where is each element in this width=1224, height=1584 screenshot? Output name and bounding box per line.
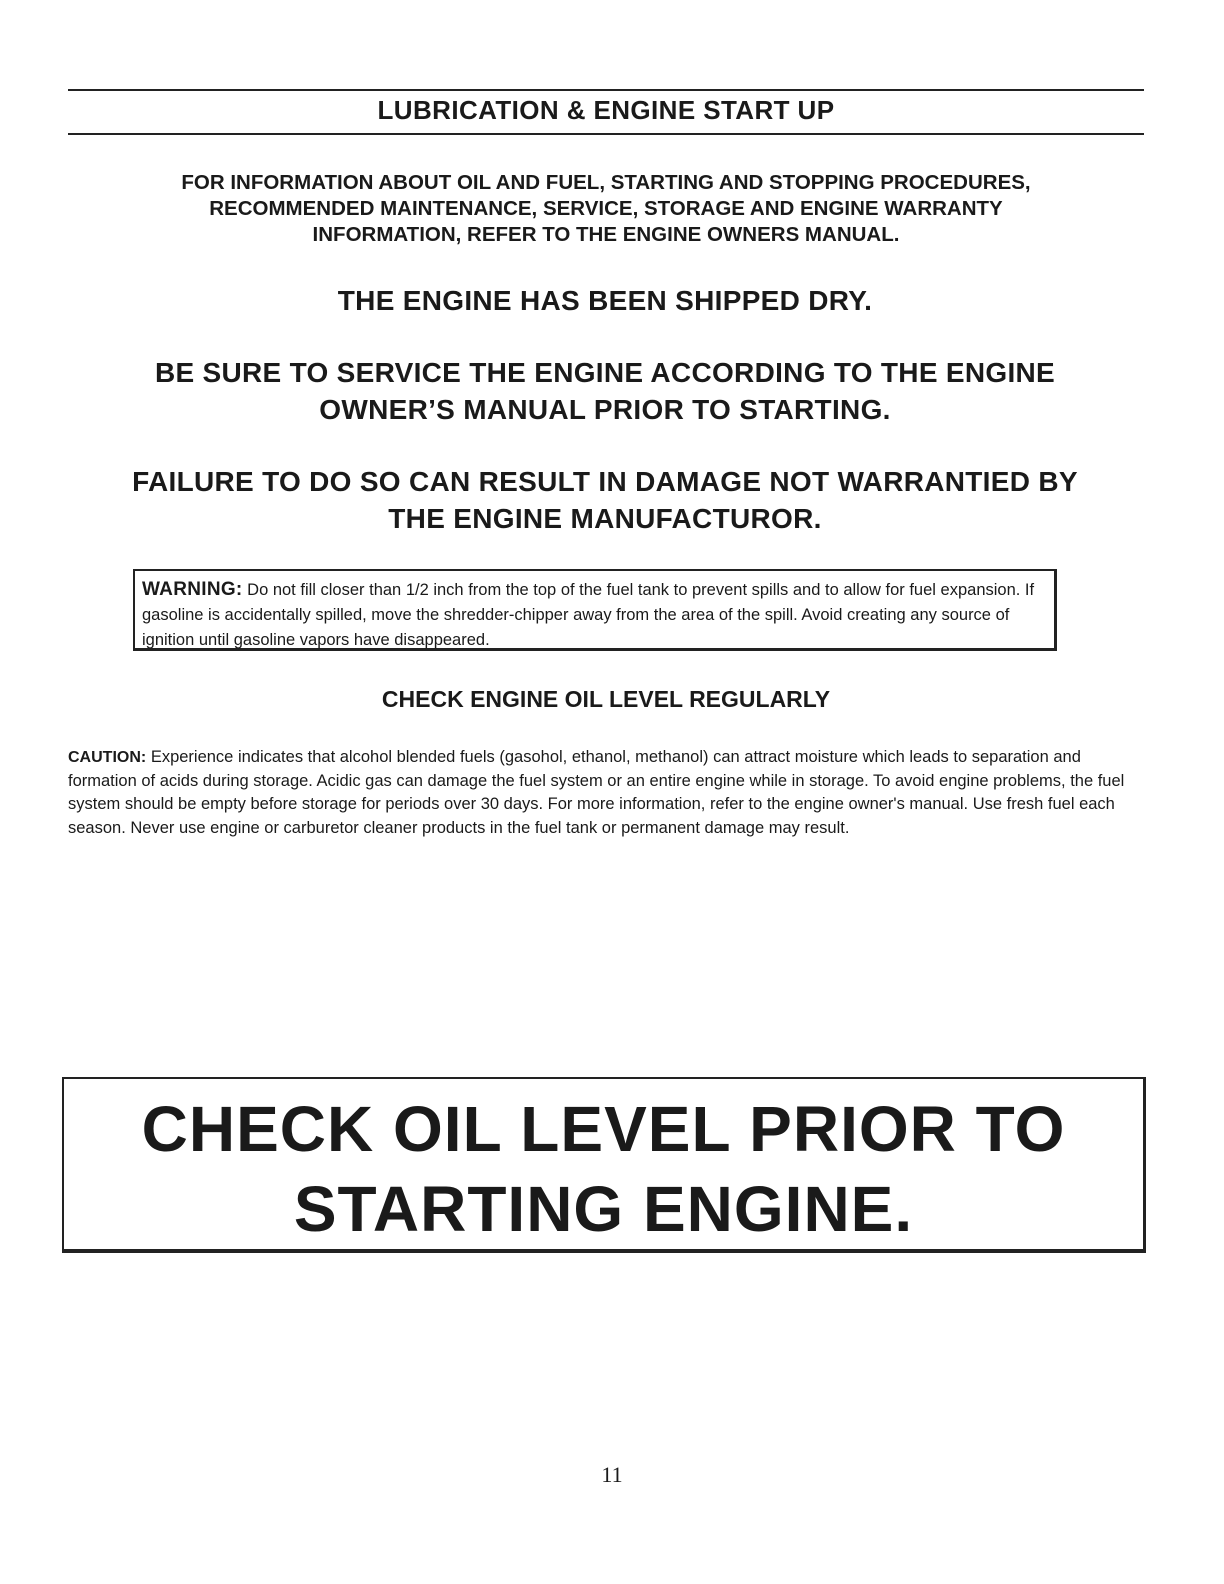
warranty-notice (40, 463, 1170, 537)
oil-level-heading: CHECK ENGINE OIL LEVEL REGULARLY (381, 686, 831, 712)
service-line: BE SURE TO SERVICE THE ENGINE ACCORDING TO THE ENGINE (154, 357, 1056, 388)
page-number: 11 (601, 1462, 623, 1487)
oil-notice-line: CHECK OIL LEVEL PRIOR TO (141, 1093, 1066, 1165)
title-rule-top (68, 89, 1144, 91)
oil-notice-line: STARTING ENGINE. (293, 1173, 914, 1245)
shipped-dry-text: THE ENGINE HAS BEEN SHIPPED DRY. (337, 285, 873, 316)
shipped-dry-notice (40, 282, 1170, 319)
info-line: RECOMMENDED MAINTENANCE, SERVICE, STORAGE AND ENGINE WARRANTY (209, 197, 1003, 220)
failure-line: FAILURE TO DO SO CAN RESULT IN DAMAGE NOT WARRANTIED BY (132, 466, 1078, 497)
service-line: OWNER’S MANUAL PRIOR TO STARTING. (319, 394, 891, 425)
service-engine-notice (40, 354, 1170, 428)
caution-text: Experience indicates that alcohol blended fuels (gasohol, ethanol, methanol) can attract moisture which leads to separation and formation of acids during storage. Acidic gas can damage the fuel system or an entire engine while in storage. To avoid engine problems, the fuel system should be empty before storage for periods over 30 days. For more information, refer to the engine owner's manual. Use fresh fuel each season. Never use engine or carburetor cleaner products in the fuel tank or permanent damage may result. (68, 748, 1125, 837)
title-rule-bottom (68, 133, 1144, 135)
fuel-warning-box (133, 569, 1057, 651)
failure-line: THE ENGINE MANUFACTUROR. (388, 503, 822, 534)
caution-label: CAUTION: (68, 749, 147, 766)
info-line: FOR INFORMATION ABOUT OIL AND FUEL, STARTING AND STOPPING PROCEDURES, (181, 171, 1031, 194)
info-line: INFORMATION, REFER TO THE ENGINE OWNERS MANUAL. (312, 223, 900, 246)
check-oil-notice-box (62, 1077, 1146, 1253)
warning-label: WARNING: (142, 579, 243, 600)
fuel-caution-paragraph (68, 746, 1148, 840)
warning-text: Do not fill closer than 1/2 inch from the top of the fuel tank to prevent spills and to allow for fuel expansion. If gasoline is accidentally spilled, move the shredder-chipper away from the area of the spill. Avoid creating any source of ignition until gasoline vapors have disappeared. (142, 581, 1035, 649)
owners-manual-reference (68, 170, 1144, 248)
section-title: LUBRICATION & ENGINE START UP (377, 95, 835, 125)
